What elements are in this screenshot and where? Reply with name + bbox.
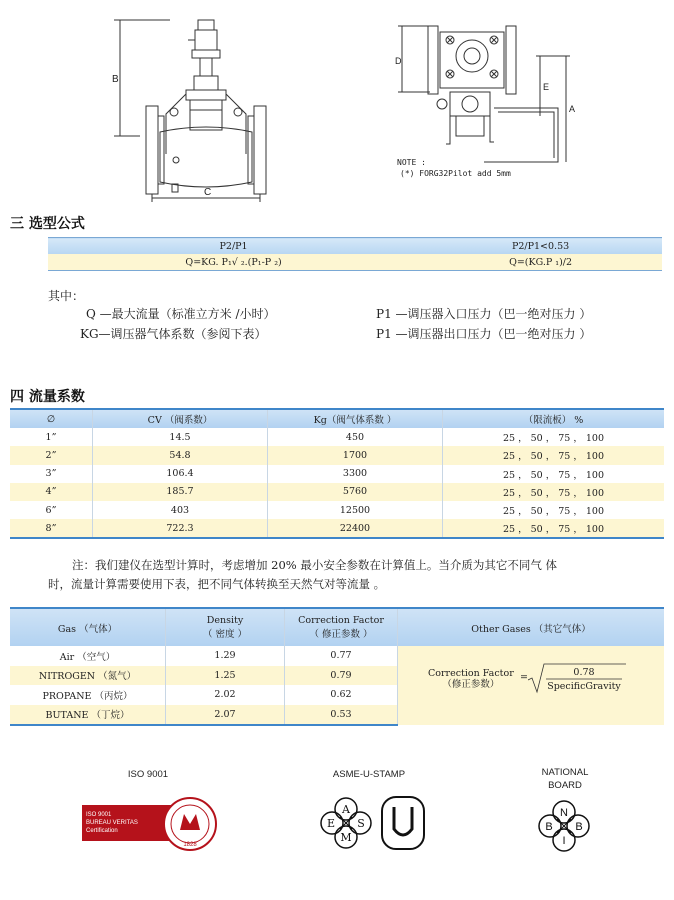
valve-side-view-drawing	[100, 12, 300, 202]
u-stamp-icon	[380, 795, 426, 851]
cell-gas: Air （空气）	[10, 646, 166, 666]
table-row	[10, 446, 664, 464]
drawing-note-text: (*) FORG32Pilot add 5mm	[400, 169, 511, 178]
valve-front-view-drawing	[390, 12, 590, 172]
formula-2: Q=(KG.P ₁)/2	[419, 254, 662, 271]
national-board-clover-icon	[535, 797, 593, 855]
def-p1-inlet: P1 —调压器入口压力（巴一绝对压力 ）	[376, 307, 592, 321]
cell-restrictor: 25 ， 50 ， 75 ， 100	[443, 483, 665, 501]
formula-table-header	[48, 238, 662, 255]
cell-cv: 722.3	[93, 519, 268, 538]
table-row	[10, 483, 664, 501]
flow-table-header	[10, 409, 664, 428]
asme-clover-icon	[318, 795, 374, 851]
cell-cv: 185.7	[93, 483, 268, 501]
cell-cv: 54.8	[93, 446, 268, 464]
cell-cv: 403	[93, 501, 268, 519]
cell-cf: 0.53	[285, 705, 398, 726]
cell-density: 1.25	[166, 666, 285, 686]
cell-gas: BUTANE （丁烷）	[10, 705, 166, 726]
def-p1-outlet: P1 —调压器出口压力（巴一绝对压力 ）	[376, 327, 592, 341]
header-gas: Gas （气体）	[10, 608, 166, 646]
svg-text:S: S	[357, 817, 365, 830]
dim-d-label: D	[395, 56, 402, 66]
cell-size: 6”	[10, 501, 93, 519]
formula-table	[48, 237, 662, 271]
safety-note-line2: 时，流量计算需要使用下表，把不同气体转换至天然气对等流量 。	[48, 577, 386, 591]
valve-front-view-svg	[390, 12, 590, 172]
cell-kg: 22400	[268, 519, 443, 538]
cell-restrictor: 25 ， 50 ， 75 ， 100	[443, 428, 665, 446]
nb-letter-left: B	[545, 821, 553, 833]
bv-year: 1828	[183, 842, 197, 848]
def-q: Q —最大流量（标准立方米 /小时）	[86, 307, 276, 321]
nb-letter-bottom: I	[562, 835, 566, 847]
header-density-en: Density	[206, 615, 244, 626]
cell-size: 1”	[10, 428, 93, 446]
formula-equals: =	[520, 672, 528, 683]
cell-kg: 3300	[268, 465, 443, 483]
nb-letter-top: N	[560, 807, 568, 819]
formula-header-1: P2/P1	[48, 238, 419, 255]
cell-gas: NITROGEN （氮气）	[10, 666, 166, 686]
iso-label: ISO 9001	[127, 769, 169, 780]
cell-cf: 0.62	[285, 685, 398, 705]
other-gases-formula-cell	[398, 646, 665, 725]
header-correction-factor	[285, 608, 398, 646]
iso-red-badge	[82, 805, 172, 841]
iso-badge-line3: Certification	[86, 828, 118, 834]
table-row	[10, 428, 664, 446]
nb-letter-right: B	[575, 821, 583, 833]
dim-a-label: A	[569, 104, 576, 114]
gas-correction-table	[10, 607, 664, 726]
cell-size: 3”	[10, 465, 93, 483]
bv-seal-icon	[162, 796, 218, 852]
table-row	[10, 646, 664, 666]
cell-cv: 14.5	[93, 428, 268, 446]
where-label: 其中：	[48, 289, 85, 303]
formula-table-row	[48, 254, 662, 271]
formula-header-2: P2/P1<0.53	[419, 238, 662, 255]
cell-kg: 1700	[268, 446, 443, 464]
formula-denominator: SpecificGravity	[547, 681, 621, 692]
table-row	[10, 519, 664, 538]
cell-kg: 450	[268, 428, 443, 446]
safety-note-line1: 注：我们建仪在选型计算时，考虑增加 20% 最小安全参数在计算值上。当介质为其它不同气 体	[72, 558, 558, 572]
header-density-cn: （ 密度 ）	[202, 629, 248, 640]
cell-kg: 5760	[268, 483, 443, 501]
nb-label-line2: BOARD	[548, 780, 582, 791]
iso-badge-line2: BUREAU VERITAS	[86, 820, 138, 826]
cell-cf: 0.77	[285, 646, 398, 666]
formula-label	[428, 668, 514, 690]
valve-side-view-svg	[100, 12, 300, 202]
nb-label-line1: NATIONAL	[541, 767, 589, 778]
svg-text:A: A	[342, 803, 350, 816]
cell-density: 2.07	[166, 705, 285, 726]
gas-table-header	[10, 608, 664, 646]
formula-label-cn: （修正参数）	[442, 679, 500, 690]
asme-label: ASME-U-STAMP	[332, 769, 406, 780]
dim-b-label: B	[112, 74, 119, 85]
cell-restrictor: 25 ， 50 ， 75 ， 100	[443, 501, 665, 519]
header-other-gases: Other Gases （其它气体）	[398, 608, 665, 646]
svg-text:M: M	[340, 831, 352, 844]
cell-cf: 0.79	[285, 666, 398, 686]
cell-density: 1.29	[166, 646, 285, 666]
cell-kg: 12500	[268, 501, 443, 519]
dim-e-label: E	[543, 82, 550, 92]
svg-text:E: E	[326, 817, 336, 830]
cell-restrictor: 25 ， 50 ， 75 ， 100	[443, 446, 665, 464]
header-cf-cn: （ 修正参数 ）	[309, 629, 373, 640]
cell-cv: 106.4	[93, 465, 268, 483]
header-density	[166, 608, 285, 646]
iso-badge-line1: ISO 9001	[86, 812, 112, 818]
dim-c-label: C	[204, 187, 212, 198]
national-board-label	[525, 766, 605, 792]
formula-1: Q=KG. P₁√ ₂.(P₁-P ₂)	[48, 254, 419, 271]
cell-density: 2.02	[166, 685, 285, 705]
cell-size: 8”	[10, 519, 93, 538]
flow-coefficient-table	[10, 408, 664, 539]
header-cv: CV （阀系数）	[93, 409, 268, 428]
table-row	[10, 465, 664, 483]
header-size: ∅	[10, 409, 93, 428]
header-restrictor: （限流板） %	[443, 409, 665, 428]
formula-label-en: Correction Factor	[428, 668, 514, 679]
def-kg: KG—调压器气体系数（参阅下表）	[80, 327, 267, 341]
cell-restrictor: 25 ， 50 ， 75 ， 100	[443, 465, 665, 483]
formula-numerator: 0.78	[573, 667, 595, 678]
drawing-note-title: NOTE :	[397, 158, 426, 167]
cell-restrictor: 25 ， 50 ， 75 ， 100	[443, 519, 665, 538]
section4-title: 四 流量系数	[10, 389, 85, 405]
header-kg: Kg（阀气体系数 ）	[268, 409, 443, 428]
bureau-veritas-logo	[82, 796, 222, 852]
cell-size: 4”	[10, 483, 93, 501]
table-row	[10, 501, 664, 519]
section3-title: 三 选型公式	[10, 216, 85, 232]
cell-gas: PROPANE （丙烷）	[10, 685, 166, 705]
cell-size: 2”	[10, 446, 93, 464]
header-cf-en: Correction Factor	[298, 615, 384, 626]
